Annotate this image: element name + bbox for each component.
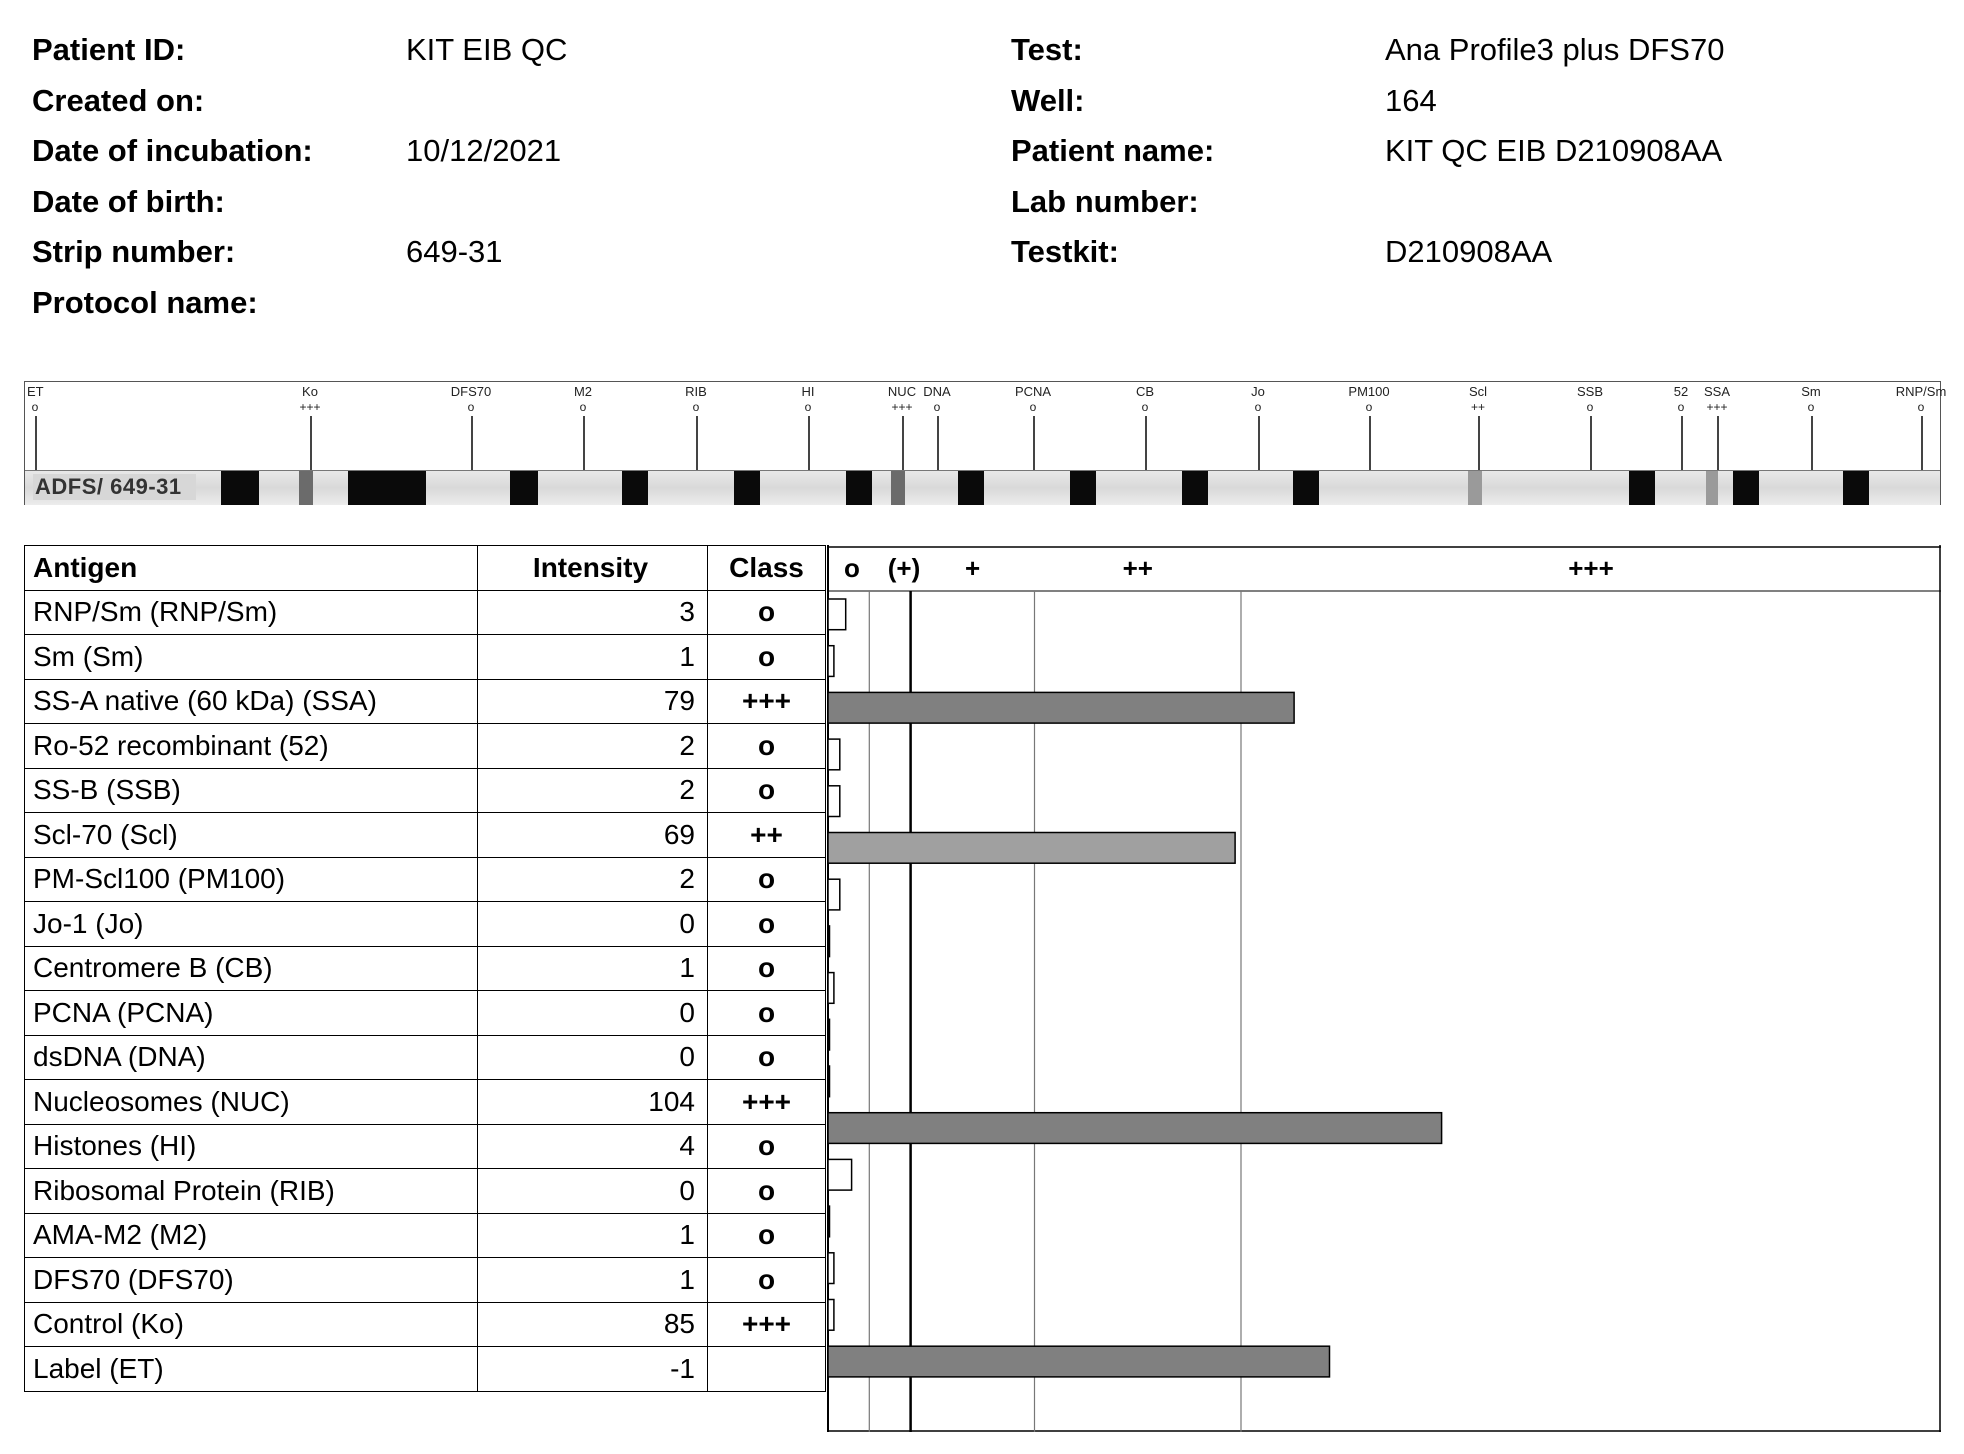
field-label: Well: [1011, 82, 1085, 118]
strip-marker-class: o [579, 400, 587, 414]
class-cell: o [708, 724, 826, 769]
strip-marker-class: o [1586, 400, 1594, 414]
strip-marker-class: o [1029, 400, 1037, 414]
intensity-cell: 2 [478, 768, 708, 813]
intensity-bar [828, 1300, 834, 1331]
strip-marker-line [1033, 416, 1035, 470]
field-value: D210908AA [1385, 234, 1553, 269]
intensity-bar [828, 879, 840, 910]
strip-marker-label: DNA [923, 384, 951, 399]
strip-marker-label: Ko [302, 384, 318, 399]
strip-marker-label: Sm [1801, 384, 1821, 399]
class-cell: o [708, 590, 826, 635]
strip-band-mark [348, 471, 426, 505]
field-label: Patient name: [1011, 133, 1215, 168]
strip-marker-line [1145, 416, 1147, 470]
intensity-bar [828, 1159, 852, 1190]
antigen-cell: PCNA (PCNA) [25, 991, 478, 1036]
intensity-bar [828, 786, 840, 817]
table-row [25, 768, 826, 813]
strip-marker-line [471, 416, 473, 470]
strip-band-mark [1182, 471, 1208, 505]
intensity-cell: 2 [478, 724, 708, 769]
antigen-cell: Sm (Sm) [25, 635, 478, 680]
strip-marker-line [583, 416, 585, 470]
class-cell: o [708, 946, 826, 991]
antigen-cell: Nucleosomes (NUC) [25, 1080, 478, 1125]
antigen-header: Antigen [25, 546, 478, 591]
strip-band-mark [1293, 471, 1319, 505]
strip-marker-class: +++ [1706, 400, 1728, 414]
strip-marker-label: 52 [1673, 384, 1689, 399]
field-label: Date of birth: [32, 183, 225, 219]
intensity-bar [828, 1113, 1442, 1144]
table-row [25, 724, 826, 769]
field-value: Ana Profile3 plus DFS70 [1385, 32, 1725, 67]
antigen-cell: PM-Scl100 (PM100) [25, 857, 478, 902]
field-label: Testkit: [1011, 234, 1119, 269]
header-right-labels [1011, 25, 1214, 278]
field-label: Protocol name: [32, 284, 258, 320]
strip-marker-label: RNP/Sm [1895, 384, 1947, 399]
class-cell: o [708, 1213, 826, 1258]
table-row [25, 813, 826, 858]
strip-band-mark [1706, 471, 1718, 505]
antigen-cell: SS-B (SSB) [25, 768, 478, 813]
field-label: Lab number: [1011, 183, 1199, 219]
strip-marker-line [1717, 416, 1719, 470]
strip-band-mark [846, 471, 872, 505]
table-row [25, 1080, 826, 1125]
field-value [406, 278, 567, 329]
class-cell: +++ [708, 679, 826, 724]
strip-marker-line [808, 416, 810, 470]
antigen-cell: Ro-52 recombinant (52) [25, 724, 478, 769]
intensity-cell: 69 [478, 813, 708, 858]
intensity-cell: 79 [478, 679, 708, 724]
class-cell: +++ [708, 1302, 826, 1347]
class-cell: o [708, 991, 826, 1036]
class-cell: o [708, 1258, 826, 1303]
strip-band-mark [1629, 471, 1655, 505]
intensity-cell: 1 [478, 1258, 708, 1303]
field-value: KIT QC EIB D210908AA [1385, 133, 1723, 168]
intensity-cell: 104 [478, 1080, 708, 1125]
strip-marker-label: DFS70 [450, 384, 492, 399]
strip-marker-class: o [933, 400, 941, 414]
strip-band-mark [1733, 471, 1759, 505]
class-scale-label: +++ [1568, 553, 1614, 583]
class-scale-label: ++ [1122, 553, 1153, 583]
table-row [25, 1124, 826, 1169]
intensity-cell: 0 [478, 902, 708, 947]
strip-marker-class: ++ [1470, 400, 1486, 414]
header-left-labels [32, 25, 313, 328]
strip-marker-line [1921, 416, 1923, 470]
intensity-bar [828, 1253, 834, 1284]
intensity-cell: 85 [478, 1302, 708, 1347]
strip-marker-class: o [1365, 400, 1373, 414]
header-right-values [1385, 25, 1724, 278]
field-value [406, 177, 567, 228]
table-row [25, 902, 826, 947]
table-header-row [25, 546, 826, 591]
intensity-bar [828, 1346, 1330, 1377]
intensity-cell: 2 [478, 857, 708, 902]
antigen-cell: Ribosomal Protein (RIB) [25, 1169, 478, 1214]
strip-marker-label: HI [801, 384, 815, 399]
class-cell: o [708, 635, 826, 680]
strip-marker-class: o [31, 400, 39, 414]
strip-band [25, 470, 1940, 505]
table-row [25, 1347, 826, 1392]
intensity-bar [828, 1066, 830, 1097]
strip-band-mark [221, 471, 259, 505]
intensity-cell: 1 [478, 946, 708, 991]
class-cell: o [708, 902, 826, 947]
table-row [25, 635, 826, 680]
strip-band-mark [299, 471, 313, 505]
strip-marker-label: PM100 [1348, 384, 1390, 399]
class-scale-label: (+) [887, 553, 921, 583]
intensity-cell: 0 [478, 991, 708, 1036]
strip-marker-class: o [692, 400, 700, 414]
class-cell [708, 1347, 826, 1392]
table-row [25, 1258, 826, 1303]
intensity-bar [828, 833, 1235, 864]
antigen-cell: AMA-M2 (M2) [25, 1213, 478, 1258]
strip-marker-line [1478, 416, 1480, 470]
strip-marker-label: SSB [1576, 384, 1604, 399]
strip-marker-line [35, 416, 37, 470]
table-row [25, 1169, 826, 1214]
class-cell: o [708, 1035, 826, 1080]
antigen-cell: Control (Ko) [25, 1302, 478, 1347]
class-cell: o [708, 1124, 826, 1169]
antigen-cell: dsDNA (DNA) [25, 1035, 478, 1080]
antigen-cell: Label (ET) [25, 1347, 478, 1392]
field-label: Patient ID: [32, 32, 186, 67]
strip-marker-class: +++ [891, 400, 913, 414]
strip-marker-line [902, 416, 904, 470]
class-cell: +++ [708, 1080, 826, 1125]
antigen-cell: RNP/Sm (RNP/Sm) [25, 590, 478, 635]
antigen-cell: Scl-70 (Scl) [25, 813, 478, 858]
header-left-values [406, 25, 567, 328]
strip-marker-class: o [804, 400, 812, 414]
strip-marker-label: CB [1135, 384, 1155, 399]
field-value [406, 76, 567, 127]
intensity-cell: 1 [478, 1213, 708, 1258]
strip-marker-label: M2 [573, 384, 593, 399]
intensity-cell: 0 [478, 1169, 708, 1214]
field-value: 10/12/2021 [406, 133, 562, 168]
intensity-cell: -1 [478, 1347, 708, 1392]
strip-band-mark [734, 471, 760, 505]
strip-marker-line [937, 416, 939, 470]
class-cell: ++ [708, 813, 826, 858]
antigen-cell: Centromere B (CB) [25, 946, 478, 991]
strip-marker-line [696, 416, 698, 470]
antigen-cell: Histones (HI) [25, 1124, 478, 1169]
strip-marker-class: o [467, 400, 475, 414]
strip-band-mark [1468, 471, 1482, 505]
field-label: Date of incubation: [32, 133, 313, 168]
strip-marker-class: o [1677, 400, 1685, 414]
class-scale-label: + [964, 553, 981, 583]
strip-band-mark [1843, 471, 1869, 505]
table-row [25, 679, 826, 724]
strip-band-mark [1070, 471, 1096, 505]
table-row [25, 1302, 826, 1347]
strip-marker-label: RIB [685, 384, 707, 399]
table-row [25, 1213, 826, 1258]
intensity-bar [828, 1019, 830, 1050]
field-value: KIT EIB QC [406, 32, 568, 67]
strip-band-mark [891, 471, 905, 505]
intensity-cell: 4 [478, 1124, 708, 1169]
intensity-bar [828, 739, 840, 770]
strip-id-label: ADFS/ 649-31 [33, 474, 196, 500]
intensity-bar [828, 973, 834, 1004]
strip-marker-line [1258, 416, 1260, 470]
strip-marker-class: +++ [299, 400, 321, 414]
strip-marker-label: Jo [1251, 384, 1265, 399]
strip-band-mark [622, 471, 648, 505]
strip-band-mark [958, 471, 984, 505]
field-label: Created on: [32, 82, 205, 118]
strip-marker-label: SSA [1703, 384, 1731, 399]
class-header: Class [708, 546, 826, 591]
intensity-header: Intensity [478, 546, 708, 591]
test-strip-image [24, 381, 1947, 505]
strip-marker-label: Scl [1468, 384, 1488, 399]
table-row [25, 991, 826, 1036]
field-value [1385, 177, 1724, 228]
strip-marker-line [310, 416, 312, 470]
intensity-bar-chart [826, 545, 1941, 1432]
intensity-bar [828, 926, 830, 957]
strip-marker-label: NUC [887, 384, 917, 399]
results-table [24, 545, 826, 1392]
strip-marker-label: PCNA [1014, 384, 1052, 399]
field-label: Strip number: [32, 234, 236, 269]
strip-marker-class: o [1917, 400, 1925, 414]
class-cell: o [708, 1169, 826, 1214]
table-row [25, 857, 826, 902]
field-value: 649-31 [406, 234, 503, 269]
intensity-bar [828, 692, 1294, 723]
field-value: 164 [1385, 82, 1437, 118]
strip-marker-label: ET [27, 384, 44, 399]
strip-marker-line [1590, 416, 1592, 470]
table-row [25, 946, 826, 991]
class-cell: o [708, 857, 826, 902]
class-scale-label: o [844, 553, 860, 583]
intensity-cell: 3 [478, 590, 708, 635]
strip-marker-class: o [1254, 400, 1262, 414]
strip-marker-line [1681, 416, 1683, 470]
strip-marker-class: o [1141, 400, 1149, 414]
intensity-bar [828, 599, 846, 630]
strip-marker-line [1811, 416, 1813, 470]
strip-marker-class: o [1807, 400, 1815, 414]
antigen-cell: Jo-1 (Jo) [25, 902, 478, 947]
intensity-cell: 0 [478, 1035, 708, 1080]
table-row [25, 1035, 826, 1080]
intensity-cell: 1 [478, 635, 708, 680]
class-cell: o [708, 768, 826, 813]
table-row [25, 590, 826, 635]
intensity-bar [828, 646, 834, 677]
intensity-bar [828, 1206, 830, 1237]
strip-band-mark [510, 471, 538, 505]
antigen-cell: DFS70 (DFS70) [25, 1258, 478, 1303]
antigen-cell: SS-A native (60 kDa) (SSA) [25, 679, 478, 724]
field-label: Test: [1011, 32, 1083, 67]
strip-marker-line [1369, 416, 1371, 470]
